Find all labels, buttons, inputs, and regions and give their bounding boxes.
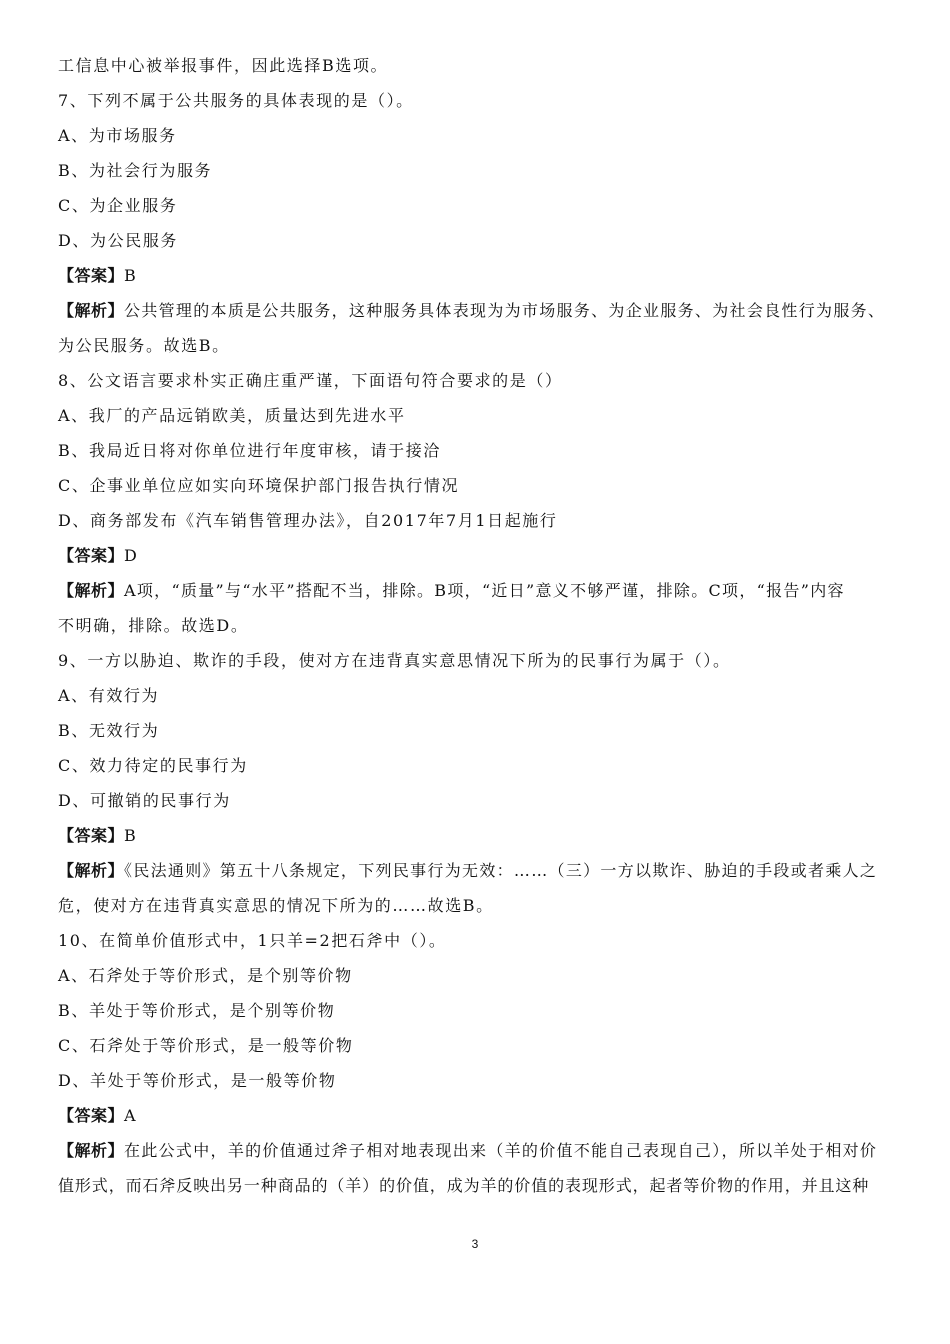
question-7-option-a: A、为市场服务 [58,126,177,145]
question-7-stem: 7、下列不属于公共服务的具体表现的是（）。 [58,91,414,110]
question-9-option-c: C、效力待定的民事行为 [58,756,248,775]
question-10-stem: 10、在简单价值形式中，1只羊=2把石斧中（）。 [58,931,447,950]
question-10-option-b: B、羊处于等价形式，是个别等价物 [58,1001,336,1020]
question-9-analysis [58,860,898,882]
question-8-option-b: B、我局近日将对你单位进行年度审核，请于接洽 [58,441,441,460]
answer-tag: 【答案】 [58,546,125,565]
question-8-answer [58,545,898,567]
question-8-option-a: A、我厂的产品远销欧美，质量达到先进水平 [58,406,406,425]
continuation-text: 工信息中心被举报事件，因此选择B选项。 [58,56,389,75]
question-7-option-c: C、为企业服务 [58,196,178,215]
question-8-stem: 8、公文语言要求朴实正确庄重严谨，下面语句符合要求的是（） [58,371,563,390]
question-9-stem: 9、一方以胁迫、欺诈的手段，使对方在违背真实意思情况下所为的民事行为属于（）。 [58,651,731,670]
question-10-answer [58,1105,898,1127]
answer-value: B [124,826,138,845]
page-number: 3 [471,1237,479,1251]
question-8-option-d: D、商务部发布《汽车销售管理办法》，自2017年7月1日起施行 [58,511,558,530]
question-10-analysis [58,1140,898,1162]
question-9-option-b: B、无效行为 [58,721,160,740]
question-7-analysis [58,300,898,322]
analysis-tag: 【解析】 [58,861,125,880]
question-9-analysis-cont: 危，使对方在违背真实意思的情况下所为的……故选B。 [58,896,494,915]
answer-value: B [124,266,138,285]
question-9-option-a: A、有效行为 [58,686,160,705]
question-9-option-d: D、可撤销的民事行为 [58,791,231,810]
question-10-analysis-cont: 值形式，而石斧反映出另一种商品的（羊）的价值，成为羊的价值的表现形式，起者等价物的作用，并且这种 [58,1176,870,1195]
question-8-option-c: C、企事业单位应如实向环境保护部门报告执行情况 [58,476,460,495]
question-7-option-d: D、为公民服务 [58,231,179,250]
analysis-line: A项，“质量”与“水平”搭配不当，排除。B项，“近日”意义不够严谨，排除。C项，“报告”内容 [124,581,845,600]
analysis-line: 在此公式中，羊的价值通过斧子相对地表现出来（羊的价值不能自己表现自己），所以羊处于相对价 [124,1141,878,1160]
answer-value: D [124,546,139,565]
answer-value: A [124,1106,138,1125]
question-9-answer [58,825,898,847]
analysis-tag: 【解析】 [58,1141,125,1160]
analysis-tag: 【解析】 [58,301,125,320]
question-7-answer [58,265,898,287]
analysis-line: 《民法通则》第五十八条规定，下列民事行为无效：……（三）一方以欺诈、胁迫的手段或者乘人之 [124,861,878,880]
question-7-option-b: B、为社会行为服务 [58,161,213,180]
analysis-tag: 【解析】 [58,581,125,600]
question-10-option-a: A、石斧处于等价形式，是个别等价物 [58,966,353,985]
question-10-option-c: C、石斧处于等价形式，是一般等价物 [58,1036,354,1055]
analysis-line: 公共管理的本质是公共服务，这种服务具体表现为为市场服务、为企业服务、为社会良性行为服务、 [124,301,886,320]
question-8-analysis [58,580,898,602]
question-7-analysis-cont: 为公民服务。故选B。 [58,336,230,355]
answer-tag: 【答案】 [58,1106,125,1125]
question-10-option-d: D、羊处于等价形式，是一般等价物 [58,1071,337,1090]
question-8-analysis-cont: 不明确，排除。故选D。 [58,616,249,635]
answer-tag: 【答案】 [58,266,125,285]
answer-tag: 【答案】 [58,826,125,845]
